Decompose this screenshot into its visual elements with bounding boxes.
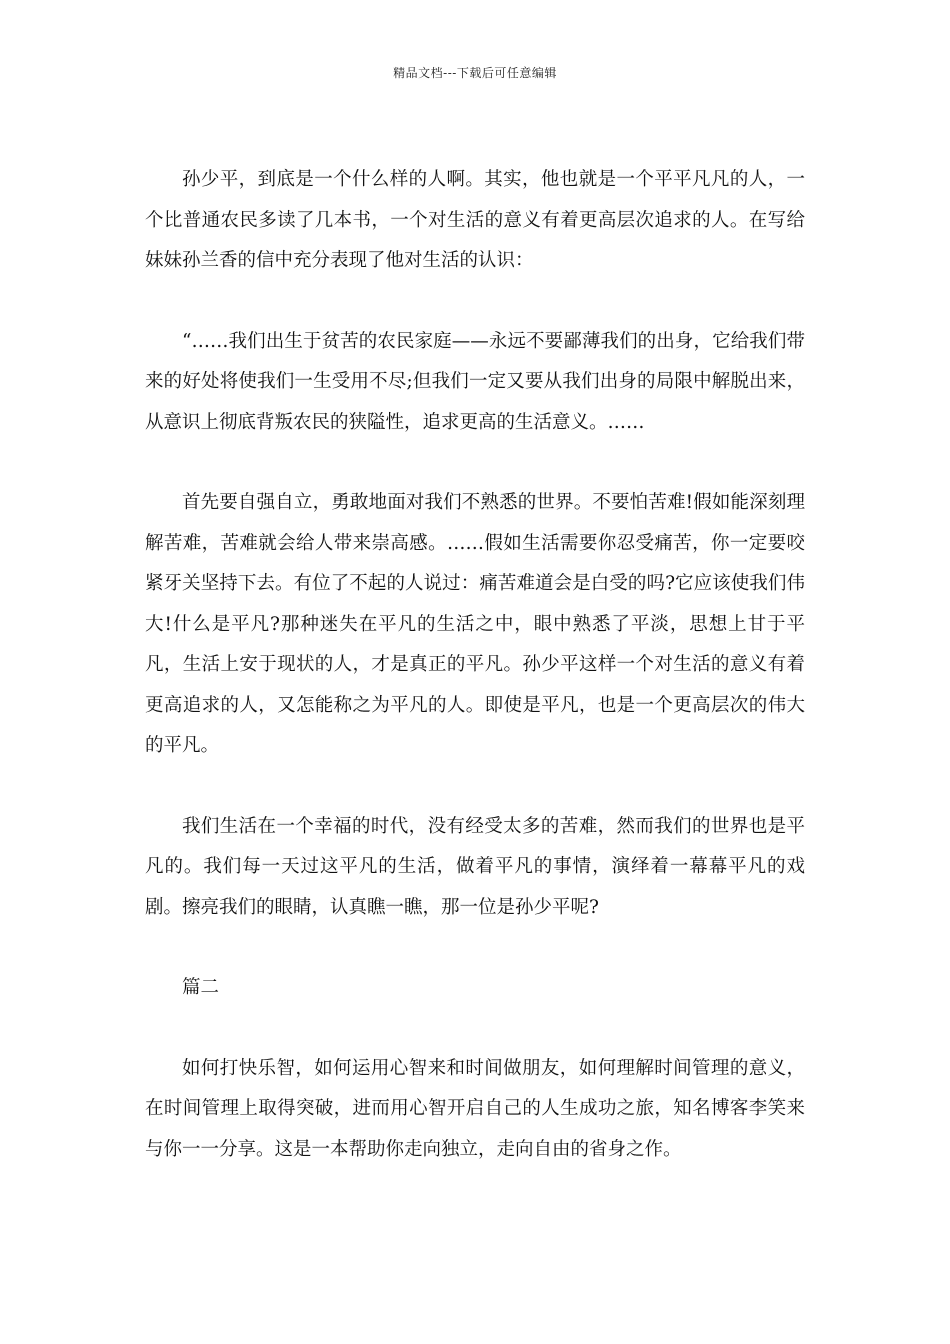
paragraph-letter-quote: “……我们出生于贫苦的农民家庭——永远不要鄙薄我们的出身，它给我们带来的好处将使我们一生受用不尽;但我们一定又要从我们出身的局限中解脱出来，从意识上彻底背叛农民的狭隘性，追求更高的生活意义。…… [145, 330, 805, 433]
paragraph-intro: 孙少平，到底是一个什么样的人啊。其实，他也就是一个平平凡凡的人，一个比普通农民多读了几本书，一个对生活的意义有着更高层次追求的人。在写给妹妹孙兰香的信中充分表现了他对生活的认识： [145, 169, 805, 271]
page-header: 精品文档---下载后可任意编辑 [393, 66, 557, 80]
paragraph-time-management: 如何打快乐智，如何运用心智来和时间做朋友，如何理解时间管理的意义，在时间管理上取得突破，进而用心智开启自己的人生成功之旅，知名博客李笑来与你一一分享。这是一本帮助你走向独立，走向自由的省身之作。 [145, 1057, 805, 1160]
paragraph-self-reliance: 首先要自强自立，勇敢地面对我们不熟悉的世界。不要怕苦难!假如能深刻理解苦难，苦难就会给人带来崇高感。……假如生活需要你忍受痛苦，你一定要咬紧牙关坚持下去。有位了不起的人说过：痛苦难道会是白受的吗?它应该使我们伟大!什么是平凡?那种迷失在平凡的生活之中，眼中熟悉了平淡，思想上甘于平凡，生活上安于现状的人，才是真正的平凡。孙少平这样一个对生活的意义有着更高追求的人，又怎能称之为平凡的人。即使是平凡，也是一个更高层次的伟大的平凡。 [145, 492, 805, 756]
paragraph-ordinary-life: 我们生活在一个幸福的时代，没有经受太多的苦难，然而我们的世界也是平凡的。我们每一天过这平凡的生活，做着平凡的事情，演绎着一幕幕平凡的戏剧。擦亮我们的眼睛，认真瞧一瞧，那一位是孙少平呢? [145, 815, 805, 918]
section-heading-part-two: 篇二 [182, 977, 220, 998]
document-body [145, 160, 805, 1170]
